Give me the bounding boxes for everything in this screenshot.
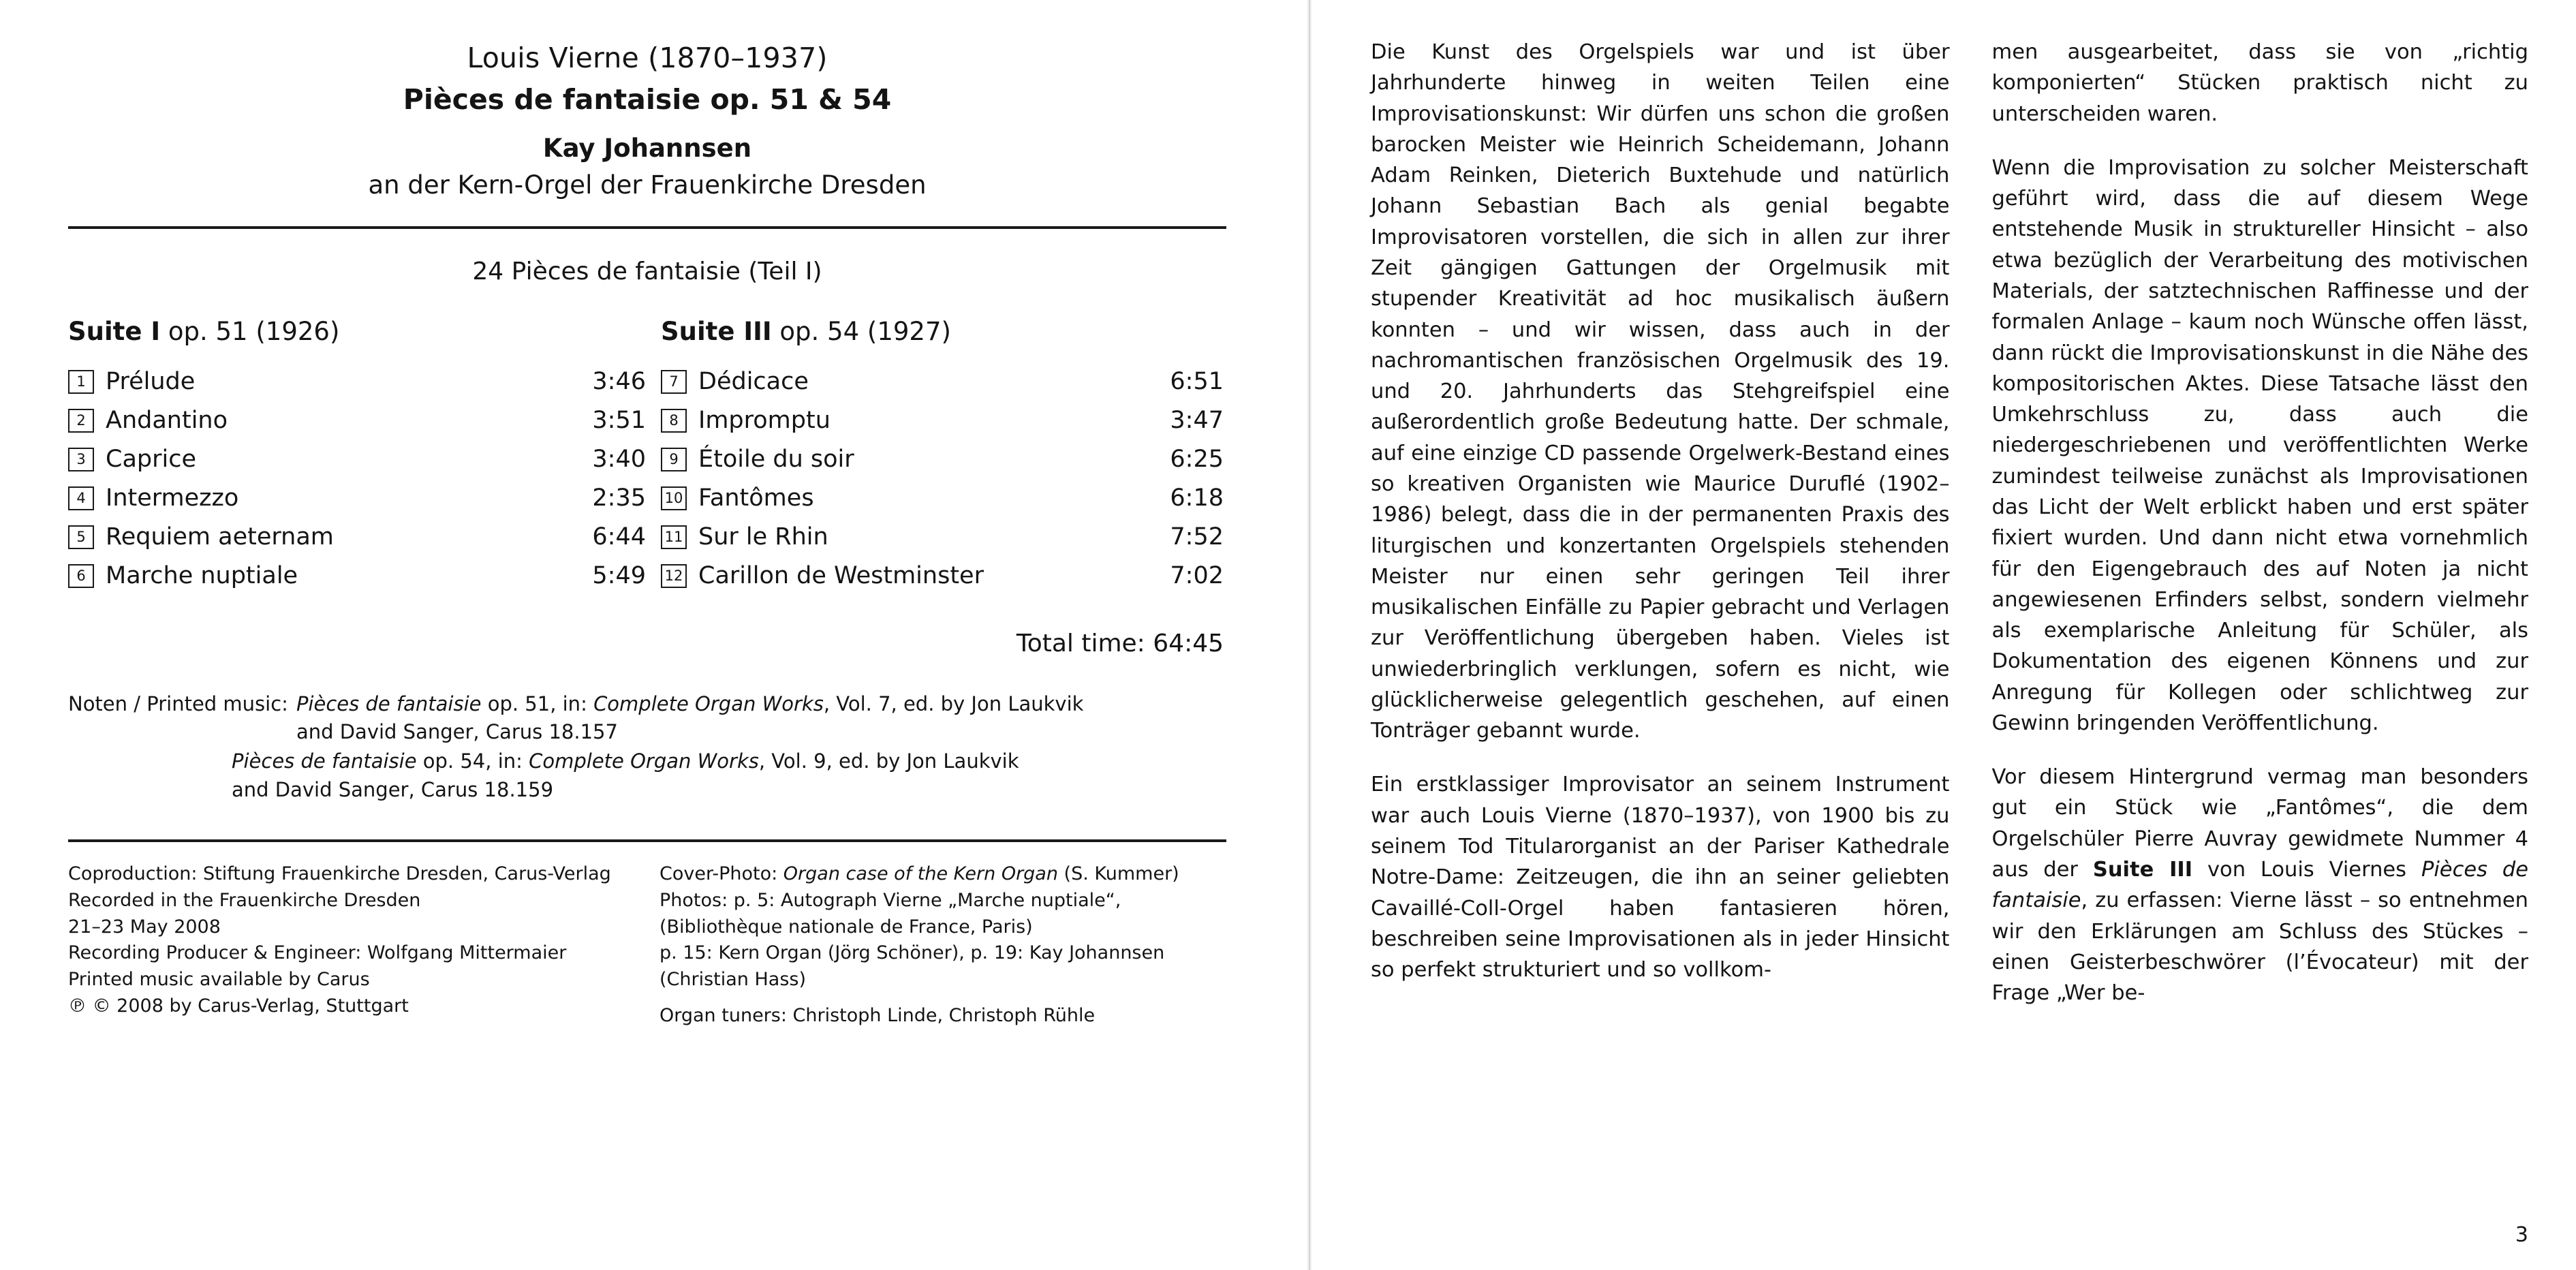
composer-name: Louis Vierne (1870–1937) <box>467 42 828 74</box>
suite-3 <box>646 317 1224 597</box>
track-title: Requiem aeternam <box>106 523 334 551</box>
track-row <box>68 519 646 558</box>
printed-music-notes <box>0 690 1294 804</box>
track-number: 12 <box>661 564 687 588</box>
track-row <box>68 442 646 480</box>
track-title: Carillon de Westminster <box>698 562 984 590</box>
suite-3-opus: op. 54 (1927) <box>779 317 951 347</box>
divider-credits <box>68 839 1226 842</box>
photo-credit-line: Photos: p. 5: Autograph Vierne „Marche nuptiale“, <box>659 889 1121 911</box>
printed-music-line-2: and David Sanger, Carus 18.157 <box>296 720 618 744</box>
essay-paragraph <box>1992 762 2529 1008</box>
title-block <box>0 40 1294 202</box>
credit-line: ℗ © 2008 by Carus-Verlag, Stuttgart <box>68 995 409 1017</box>
track-duration: 3:46 <box>592 368 646 396</box>
printed-music-edition-2: Complete Organ Works <box>529 749 759 773</box>
photo-credit-line: (Bibliothèque nationale de France, Paris) <box>659 916 1033 938</box>
credit-line: Printed music available by Carus <box>68 969 370 991</box>
cover-photo-title: Organ case of the Kern Organ <box>783 863 1058 884</box>
essay-paragraph: Ein erstklassiger Improvisator an seinem Instrument war auch Louis Vierne (1870–1937), von 1900 bis zu seinem Tod Titularorganist an der Pariser Kathedrale Notre-Dame: Zeitzeugen, die ihn an seiner geliebten Cavaillé-Coll-Orgel haben fantasieren hören, beschreiben seine Improvisationen als in jeder Hinsicht so perfekt strukturiert und so vollkom- <box>1371 773 1950 982</box>
track-duration: 5:49 <box>592 562 646 590</box>
organ-tuners-credit: Organ tuners: Christoph Linde, Christoph Rühle <box>659 1005 1096 1027</box>
photo-credit-line: (Christian Hass) <box>659 969 807 991</box>
essay-work-reference: Pièces de fantaisie <box>1991 858 2529 913</box>
tracklist <box>0 317 1294 597</box>
suite-1-title <box>68 317 646 346</box>
track-duration: 3:40 <box>592 446 646 474</box>
track-row <box>661 558 1224 597</box>
track-duration: 7:02 <box>1170 562 1224 590</box>
suite-1-name: Suite I <box>68 317 161 347</box>
printed-music-block-2 <box>232 747 1224 803</box>
page-number: 3 <box>2515 1223 2528 1247</box>
track-title: Marche nuptiale <box>106 562 298 590</box>
printed-music-line-1 <box>296 690 1224 718</box>
printed-music-sep-2: op. 54, in: <box>416 749 529 773</box>
essay-paragraph: men ausgearbeitet, dass sie von „richtig komponierten“ Stücken praktisch nicht zu unterscheiden waren. <box>1991 40 2528 126</box>
track-number: 10 <box>661 486 687 510</box>
track-row <box>661 442 1224 480</box>
photo-credit-line: p. 15: Kern Organ (Jörg Schöner), p. 19: Kay Johannsen <box>659 942 1165 964</box>
printed-music-edition-1: Complete Organ Works <box>593 692 824 716</box>
track-number: 8 <box>661 409 687 433</box>
essay-column-2 <box>1950 37 2529 1270</box>
credits-block <box>0 861 1294 1029</box>
track-number: 3 <box>68 448 94 471</box>
credit-line: 21–23 May 2008 <box>68 916 221 938</box>
suite-1-opus: op. 51 (1926) <box>168 317 340 347</box>
track-number: 5 <box>68 525 94 549</box>
essay-columns <box>1337 0 2576 1270</box>
track-number: 6 <box>68 564 94 588</box>
track-number: 9 <box>661 448 687 471</box>
track-duration: 6:18 <box>1170 484 1224 512</box>
printed-music-sep-1: op. 51, in: <box>481 692 594 716</box>
printed-music-line-3 <box>232 747 1224 775</box>
right-page <box>1337 0 2576 1270</box>
track-row <box>661 364 1224 403</box>
track-number: 1 <box>68 370 94 394</box>
total-time: Total time: 64:45 <box>1016 630 1224 658</box>
essay-text-part: von Louis Viernes <box>2192 858 2421 882</box>
essay-text-part: Vor diesem Hintergrund vermag man besonders gut ein Stück wie „Fantômes“, die dem Orgelschüler Pierre Auvray gewidmete Nummer 4 aus der <box>1991 765 2528 882</box>
track-duration: 3:47 <box>1170 407 1224 435</box>
work-title: Pièces de fantaisie op. 51 & 54 <box>403 82 892 116</box>
essay-paragraph: Die Kunst des Orgelspiels war und ist über Jahrhunderte hinweg in weiten Teilen eine Improvisationskunst: Wir dürfen uns schon die großen barocken Meister wie Heinrich Scheidemann, Johann Adam Reinken, Dieterich Buxtehude und natürlich Johann Sebastian Bach als genial begabte Improvisatoren vorstellen, die sich in allen zur ihrer Zeit gängigen Gattungen der Orgelmusik mit stupender Kreativität ad hoc musikalisch äußern konnten – und wir wissen, dass auch in der nachromantischen französischen Orgelmusik des 19. und 20. Jahrhunderts das Stehgreifspiel eine außerordentlich große Bedeutung hatte. Der schmale, auf eine einzige CD passende Orgelwerk-Bestand eines so kreativen Organisten wie Maurice Duruflé (1902–1986) belegt, dass die in der permanenten Praxis des liturgischen und konzertanten Orgelspiels stehenden Meister nur einen sehr geringen Teil ihrer musikalischen Einfälle zu Papier gebracht und Verlagen zur Veröffentlichung übergeben haben. Vieles ist unwiederbringlich verklungen, sofern es nicht, wie glücklicherweise gelegentlich geschehen, auf einen Tonträger gebannt wurde. <box>1371 40 1950 743</box>
suite-3-title <box>661 317 1224 346</box>
track-number: 11 <box>661 525 687 549</box>
track-row <box>68 364 646 403</box>
credit-line: Recording Producer & Engineer: Wolfgang Mittermaier <box>68 942 567 964</box>
track-duration: 2:35 <box>592 484 646 512</box>
track-title: Andantino <box>106 407 228 435</box>
venue-line: an der Kern-Orgel der Frauenkirche Dresden <box>368 170 927 200</box>
suite-3-name: Suite III <box>661 317 772 347</box>
essay-paragraph: Wenn die Improvisation zu solcher Meisterschaft geführt wird, dass die auf diesem Wege entstehende Musik in struktureller Hinsicht – also etwa bezüglich der Verarbeitung des motivischen Materials, der satztechnischen Raffinesse und der formalen Anlage – kaum noch Wünsche offen lässt, dann rückt die Improvisationskunst in die Nähe des kompositorischen Aktes. Diese Tatsache lässt den Umkehrschluss zu, dass auch die niedergeschriebenen und veröffentlichten Werke zumindest teilweise zunächst als Improvisationen das Licht der Welt erblickt haben und erst später fixiert wurden. Und dann nicht etwa vornehmlich für den Eigengebrauch des auf Noten ja nicht angewiesenen Erfinders selbst, sondern vielmehr als exemplarische Anleitung für Schüler, als Dokumentation des eigenen Könnens und zur Anregung für Kollegen oder schlichtweg zur Gewinn bringenden Veröffentlichung. <box>1991 155 2528 735</box>
track-duration: 7:52 <box>1170 523 1224 551</box>
track-duration: 6:44 <box>592 523 646 551</box>
track-title: Étoile du soir <box>698 446 854 474</box>
credits-left-column <box>68 861 647 1029</box>
printed-music-label: Noten / Printed music: <box>68 692 288 716</box>
track-title: Intermezzo <box>106 484 239 512</box>
track-title: Sur le Rhin <box>698 523 828 551</box>
suite-1 <box>68 317 646 597</box>
booklet-spine <box>1294 0 1337 1270</box>
printed-music-vol-2: , Vol. 9, ed. by Jon Laukvik <box>758 749 1019 773</box>
track-number: 2 <box>68 409 94 433</box>
track-row <box>68 480 646 519</box>
track-title: Caprice <box>106 446 196 474</box>
section-heading: 24 Pièces de fantaisie (Teil I) <box>472 258 822 286</box>
track-number: 7 <box>661 370 687 394</box>
essay-column-1 <box>1371 37 1950 1270</box>
track-title: Impromptu <box>698 407 831 435</box>
essay-suite-reference: Suite III <box>2092 858 2193 882</box>
track-row <box>661 480 1224 519</box>
track-duration: 6:25 <box>1170 446 1224 474</box>
printed-music-work-2: Pièces de fantaisie <box>232 749 417 773</box>
credits-right-column <box>647 861 1226 1029</box>
track-title: Dédicace <box>698 368 809 396</box>
artist-name: Kay Johannsen <box>542 133 752 163</box>
track-title: Fantômes <box>698 484 814 512</box>
essay-text-part: , zu erfassen: Vierne lässt – so entnehmen wir den Erklärungen am Schluss des Stückes – einen Geisterbeschwörer (l’Évocateur) mit der Frage „Wer be- <box>1991 888 2528 1006</box>
cover-photo-credit <box>659 861 1226 888</box>
printed-music-vol-1: , Vol. 7, ed. by Jon Laukvik <box>823 692 1084 716</box>
track-duration: 6:51 <box>1170 368 1224 396</box>
track-row <box>661 519 1224 558</box>
divider-top <box>68 226 1226 229</box>
printed-music-line-4: and David Sanger, Carus 18.159 <box>232 777 554 801</box>
credit-line: Recorded in the Frauenkirche Dresden <box>68 889 421 911</box>
track-row <box>68 558 646 597</box>
track-duration: 3:51 <box>592 407 646 435</box>
track-row <box>68 403 646 442</box>
cover-photo-author: (S. Kummer) <box>1057 863 1179 884</box>
track-row <box>661 403 1224 442</box>
credit-line: Coproduction: Stiftung Frauenkirche Dresden, Carus-Verlag <box>68 863 611 884</box>
cover-photo-label: Cover-Photo: <box>659 863 783 884</box>
printed-music-work-1: Pièces de fantaisie <box>296 692 482 716</box>
track-number: 4 <box>68 486 94 510</box>
track-title: Prélude <box>106 368 196 396</box>
